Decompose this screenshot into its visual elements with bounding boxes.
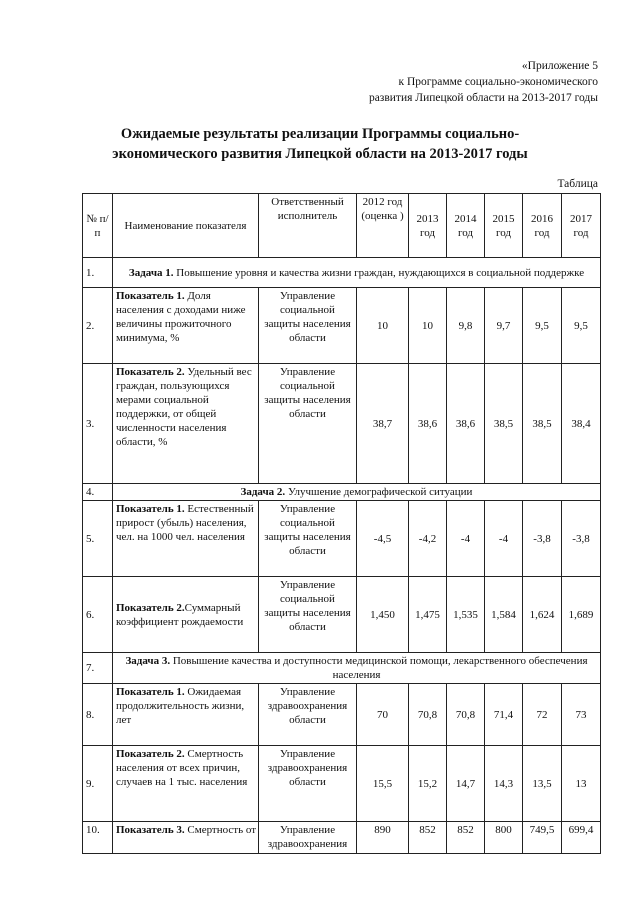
annex-line-2: к Программе социально-экономического xyxy=(398,76,598,88)
value-2016: 38,5 xyxy=(523,364,562,484)
value-2014: 9,8 xyxy=(447,288,485,364)
indicator-cell xyxy=(113,746,259,822)
executor-cell: Управление здравоохранения области xyxy=(259,684,357,746)
row-number: 4. xyxy=(83,484,113,501)
indicator-text: Ожидаемая продолжительность жизни, лет xyxy=(116,686,245,726)
value-2013: 1,475 xyxy=(409,577,447,653)
indicator-cell xyxy=(113,288,259,364)
indicator-cell xyxy=(113,822,259,854)
row-number: 9. xyxy=(83,746,113,822)
title-line-1: Ожидаемые результаты реализации Программы социально- xyxy=(120,126,520,142)
executor-cell: Управление здравоохранения xyxy=(259,822,357,854)
indicator-text: Доля населения с доходами ниже величины прожиточного минимума, % xyxy=(116,290,246,344)
annex-line-3: развития Липецкой области на 2013-2017 годы xyxy=(368,92,598,104)
executor-cell: Управление социальной защиты населения области xyxy=(259,501,357,577)
indicator-text: Естественный прирост (убыль) населения, чел. на 1000 чел. населения xyxy=(116,503,254,543)
header-2012: 2012 год (оценка ) xyxy=(357,194,409,258)
value-2012: 10 xyxy=(357,288,409,364)
indicator-row xyxy=(83,746,601,822)
task-cell xyxy=(113,484,601,501)
value-2014: 38,6 xyxy=(447,364,485,484)
indicator-label: Показатель 1. xyxy=(116,290,185,302)
indicator-row xyxy=(83,501,601,577)
value-2017: -3,8 xyxy=(562,501,601,577)
value-2017: 9,5 xyxy=(562,288,601,364)
value-2014: 1,535 xyxy=(447,577,485,653)
value-2016: 749,5 xyxy=(523,822,562,854)
indicator-cell xyxy=(113,364,259,484)
value-2012: 38,7 xyxy=(357,364,409,484)
task-row xyxy=(83,484,601,501)
value-2016: 13,5 xyxy=(523,746,562,822)
row-number: 1. xyxy=(83,258,113,288)
task-cell xyxy=(113,653,601,684)
executor-cell: Управление здравоохранения области xyxy=(259,746,357,822)
value-2013: 10 xyxy=(409,288,447,364)
indicator-row xyxy=(83,288,601,364)
indicator-label: Показатель 1. xyxy=(116,686,185,698)
header-2016: 2016 год xyxy=(523,194,562,258)
task-row xyxy=(83,653,601,684)
value-2012: 15,5 xyxy=(357,746,409,822)
value-2015: -4 xyxy=(485,501,523,577)
row-number: 10. xyxy=(83,822,113,854)
value-2012: 70 xyxy=(357,684,409,746)
row-number: 6. xyxy=(83,577,113,653)
value-2017: 13 xyxy=(562,746,601,822)
row-number: 3. xyxy=(83,364,113,484)
value-2015: 38,5 xyxy=(485,364,523,484)
header-2013: 2013 год xyxy=(409,194,447,258)
row-number: 5. xyxy=(83,501,113,577)
value-2013: 15,2 xyxy=(409,746,447,822)
indicator-label: Показатель 2. xyxy=(116,748,185,760)
value-2017: 1,689 xyxy=(562,577,601,653)
task-row xyxy=(83,258,601,288)
indicator-row xyxy=(83,364,601,484)
value-2016: 9,5 xyxy=(523,288,562,364)
indicator-text: Смертность от xyxy=(184,824,257,836)
value-2012: 890 xyxy=(357,822,409,854)
value-2015: 1,584 xyxy=(485,577,523,653)
indicator-label: Показатель 2. xyxy=(116,601,185,614)
executor-cell: Управление социальной защиты населения области xyxy=(259,364,357,484)
value-2013: -4,2 xyxy=(409,501,447,577)
value-2015: 14,3 xyxy=(485,746,523,822)
executor-cell: Управление социальной защиты населения области xyxy=(259,577,357,653)
indicator-row xyxy=(83,684,601,746)
indicator-label: Показатель 2. xyxy=(116,366,185,378)
header-executor: Ответственный исполнитель xyxy=(259,194,357,258)
indicator-label: Показатель 1. xyxy=(116,503,185,515)
value-2013: 852 xyxy=(409,822,447,854)
value-2014: 70,8 xyxy=(447,684,485,746)
header-2015: 2015 год xyxy=(485,194,523,258)
value-2016: -3,8 xyxy=(523,501,562,577)
table-header-row xyxy=(83,194,601,258)
indicator-label: Показатель 3. xyxy=(116,824,185,836)
value-2016: 1,624 xyxy=(523,577,562,653)
task-label: Задача 2. xyxy=(240,486,286,498)
task-text: Улучшение демографической ситуации xyxy=(285,486,473,498)
value-2016: 72 xyxy=(523,684,562,746)
indicator-cell xyxy=(113,501,259,577)
value-2017: 73 xyxy=(562,684,601,746)
row-number: 2. xyxy=(83,288,113,364)
task-cell xyxy=(113,258,601,288)
document-title xyxy=(40,124,600,164)
indicator-text: Смертность населения от всех причин, случаев на 1 тыс. населения xyxy=(116,748,248,788)
value-2014: 852 xyxy=(447,822,485,854)
indicator-cell xyxy=(113,684,259,746)
header-2017: 2017 год xyxy=(562,194,601,258)
annex-header xyxy=(369,58,598,106)
value-2017: 38,4 xyxy=(562,364,601,484)
value-2012: 1,450 xyxy=(357,577,409,653)
executor-cell: Управление социальной защиты населения области xyxy=(259,288,357,364)
task-label: Задача 1. xyxy=(128,266,174,279)
indicator-text: Удельный вес граждан, пользующихся мерами социальной поддержки, от общей численности населения области, % xyxy=(116,366,252,448)
row-number: 7. xyxy=(83,653,113,684)
value-2014: -4 xyxy=(447,501,485,577)
indicator-row xyxy=(83,822,601,854)
value-2012: -4,5 xyxy=(357,501,409,577)
task-text: Повышение уровня и качества жизни граждан, нуждающихся в социальной поддержке xyxy=(173,266,585,279)
indicator-text: Суммарный коэффициент рождаемости xyxy=(116,601,244,628)
results-table xyxy=(82,193,601,854)
value-2013: 38,6 xyxy=(409,364,447,484)
header-num: № п/ п xyxy=(83,194,113,258)
row-number: 8. xyxy=(83,684,113,746)
value-2017: 699,4 xyxy=(562,822,601,854)
indicator-row xyxy=(83,577,601,653)
task-text: Повышение качества и доступности медицинской помощи, лекарственного обеспечения населения xyxy=(170,655,588,681)
task-label: Задача 3. xyxy=(125,655,171,667)
value-2013: 70,8 xyxy=(409,684,447,746)
header-2014: 2014 год xyxy=(447,194,485,258)
value-2015: 9,7 xyxy=(485,288,523,364)
indicator-cell xyxy=(113,577,259,653)
annex-line-1: «Приложение 5 xyxy=(521,60,598,72)
value-2015: 71,4 xyxy=(485,684,523,746)
value-2014: 14,7 xyxy=(447,746,485,822)
table-label: Таблица xyxy=(557,178,598,190)
header-name: Наименование показателя xyxy=(113,194,259,258)
title-line-2: экономического развития Липецкой области на 2013-2017 годы xyxy=(112,146,528,162)
value-2015: 800 xyxy=(485,822,523,854)
